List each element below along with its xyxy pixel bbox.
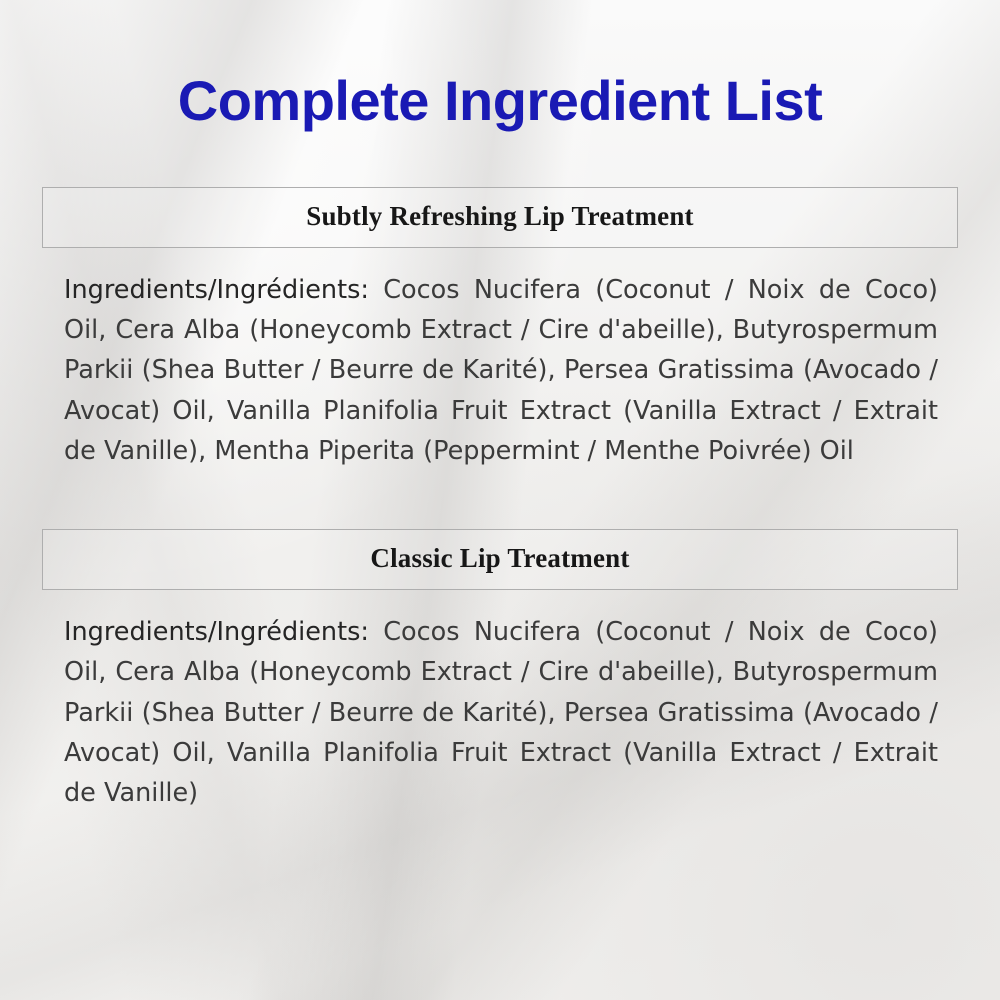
- product-section-1: [42, 187, 958, 475]
- ingredients-label: Ingredients/Ingrédients:: [64, 617, 369, 648]
- section-header-2: [42, 529, 958, 590]
- ingredients-text: Cocos Nucifera (Coconut / Noix de Coco) Oil, Cera Alba (Honeycomb Extract / Cire d'abeille), Butyrospermum Parkii (Shea Butter / Beurre de Karité), Persea Gratissima (Avocado / Avocat) Oil, Vanilla Planifolia Fruit Extract (Vanilla Extract / Extrait de Vanille): [64, 617, 938, 809]
- page-title: Complete Ingredient List: [177, 69, 823, 132]
- ingredients-label: Ingredients/Ingrédients:: [64, 274, 369, 305]
- product-section-2: [42, 529, 958, 817]
- section-header-title: Subtly Refreshing Lip Treatment: [306, 200, 694, 231]
- ingredients-paragraph-2: [64, 612, 938, 817]
- section-header-title: Classic Lip Treatment: [370, 543, 630, 574]
- section-divider-space: [42, 475, 958, 529]
- ingredients-text: Cocos Nucifera (Coconut / Noix de Coco) Oil, Cera Alba (Honeycomb Extract / Cire d'abeille), Butyrospermum Parkii (Shea Butter / Beurre de Karité), Persea Gratissima (Avocado / Avocat) Oil, Vanilla Planifolia Fruit Extract (Vanilla Extract / Extrait de Vanille), Mentha Piperita (Peppermint / Menthe Poivrée) Oil: [64, 274, 938, 466]
- ingredients-paragraph-1: [64, 270, 938, 475]
- section-header-1: [42, 187, 958, 248]
